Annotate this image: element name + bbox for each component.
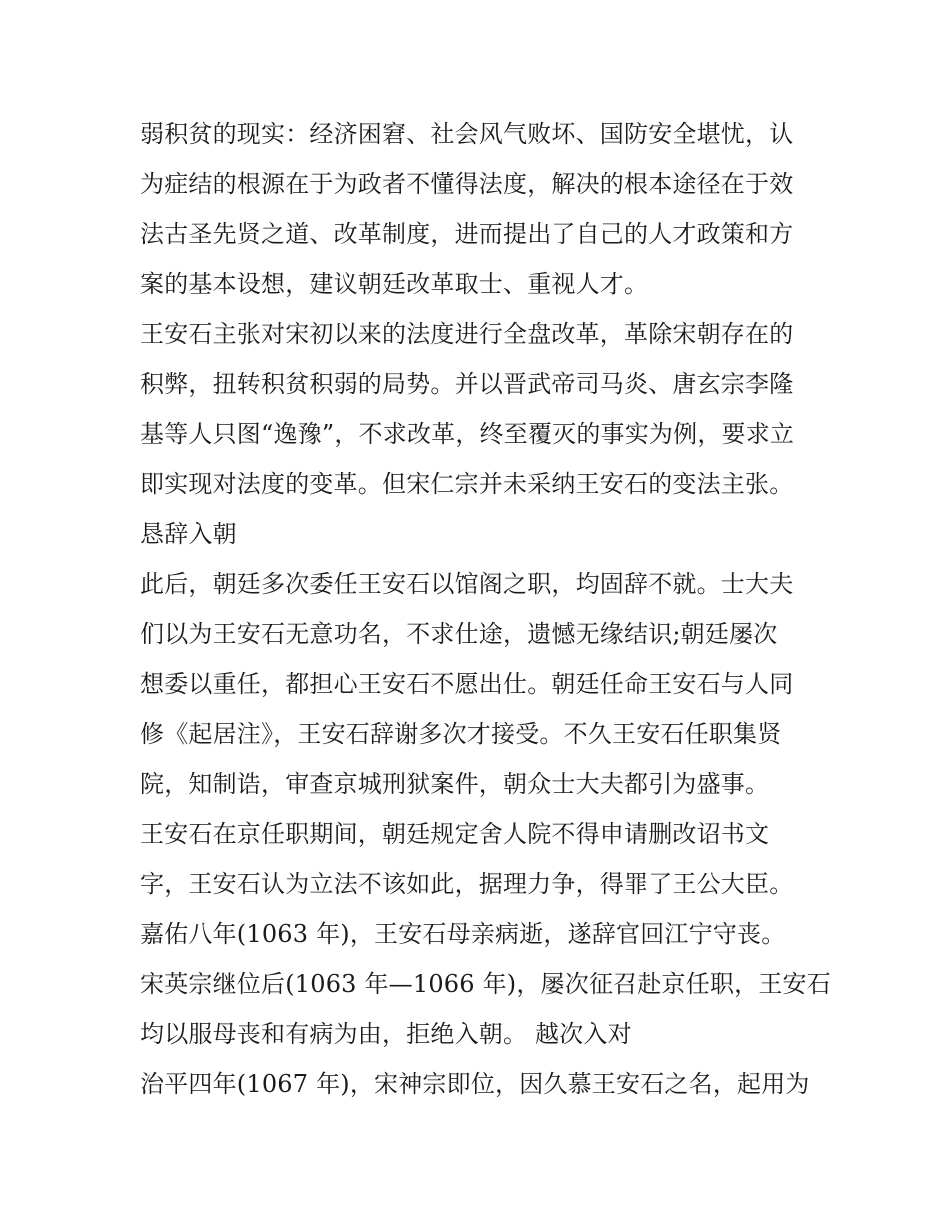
text-line: 积弊，扭转积贫积弱的局势。并以晋武帝司马炎、唐玄宗李隆 [140,370,794,398]
text-line: 想委以重任，都担心王安石不愿出仕。朝廷任命王安石与人同 [140,670,794,698]
text-line: 修《起居注》，王安石辞谢多次才接受。不久王安石任职集贤 [140,720,782,748]
text-line: 治平四年(1067 年)，宋神宗即位，因久慕王安石之名，起用为 [140,1070,810,1098]
text-line: 为症结的根源在于为政者不懂得法度，解决的根本途径在于效 [140,170,794,198]
section-heading: 恳辞入朝 [140,520,237,548]
text-line: 宋英宗继位后(1063 年—1066 年)，屡次征召赴京任职，王安石 [140,970,831,998]
text-line: 此后，朝廷多次委任王安石以馆阁之职，均固辞不就。士大夫 [140,570,794,598]
text-line: 们以为王安石无意功名，不求仕途，遗憾无缘结识;朝廷屡次 [140,620,778,648]
text-line: 即实现对法度的变革。但宋仁宗并未采纳王安石的变法主张。 [140,470,794,498]
text-line: 院，知制诰，审查京城刑狱案件，朝众士大夫都引为盛事。 [140,770,770,798]
text-line: 王安石主张对宋初以来的法度进行全盘改革，革除宋朝存在的 [140,320,794,348]
text-line: 案的基本设想，建议朝廷改革取士、重视人才。 [140,270,649,298]
text-line: 法古圣先贤之道、改革制度，进而提出了自己的人才政策和方 [140,220,794,248]
text-line: 王安石在京任职期间，朝廷规定舍人院不得申请删改诏书文 [140,820,770,848]
text-line: 嘉佑八年(1063 年)，王安石母亲病逝，遂辞官回江宁守丧。 [140,920,786,948]
text-line: 弱积贫的现实：经济困窘、社会风气败坏、国防安全堪忧，认 [140,120,794,148]
text-line: 均以服母丧和有病为由，拒绝入朝。 越次入对 [140,1020,632,1048]
text-line: 基等人只图“逸豫”，不求改革，终至覆灭的事实为例，要求立 [140,420,795,448]
text-line: 字，王安石认为立法不该如此，据理力争，得罪了王公大臣。 [140,870,794,898]
